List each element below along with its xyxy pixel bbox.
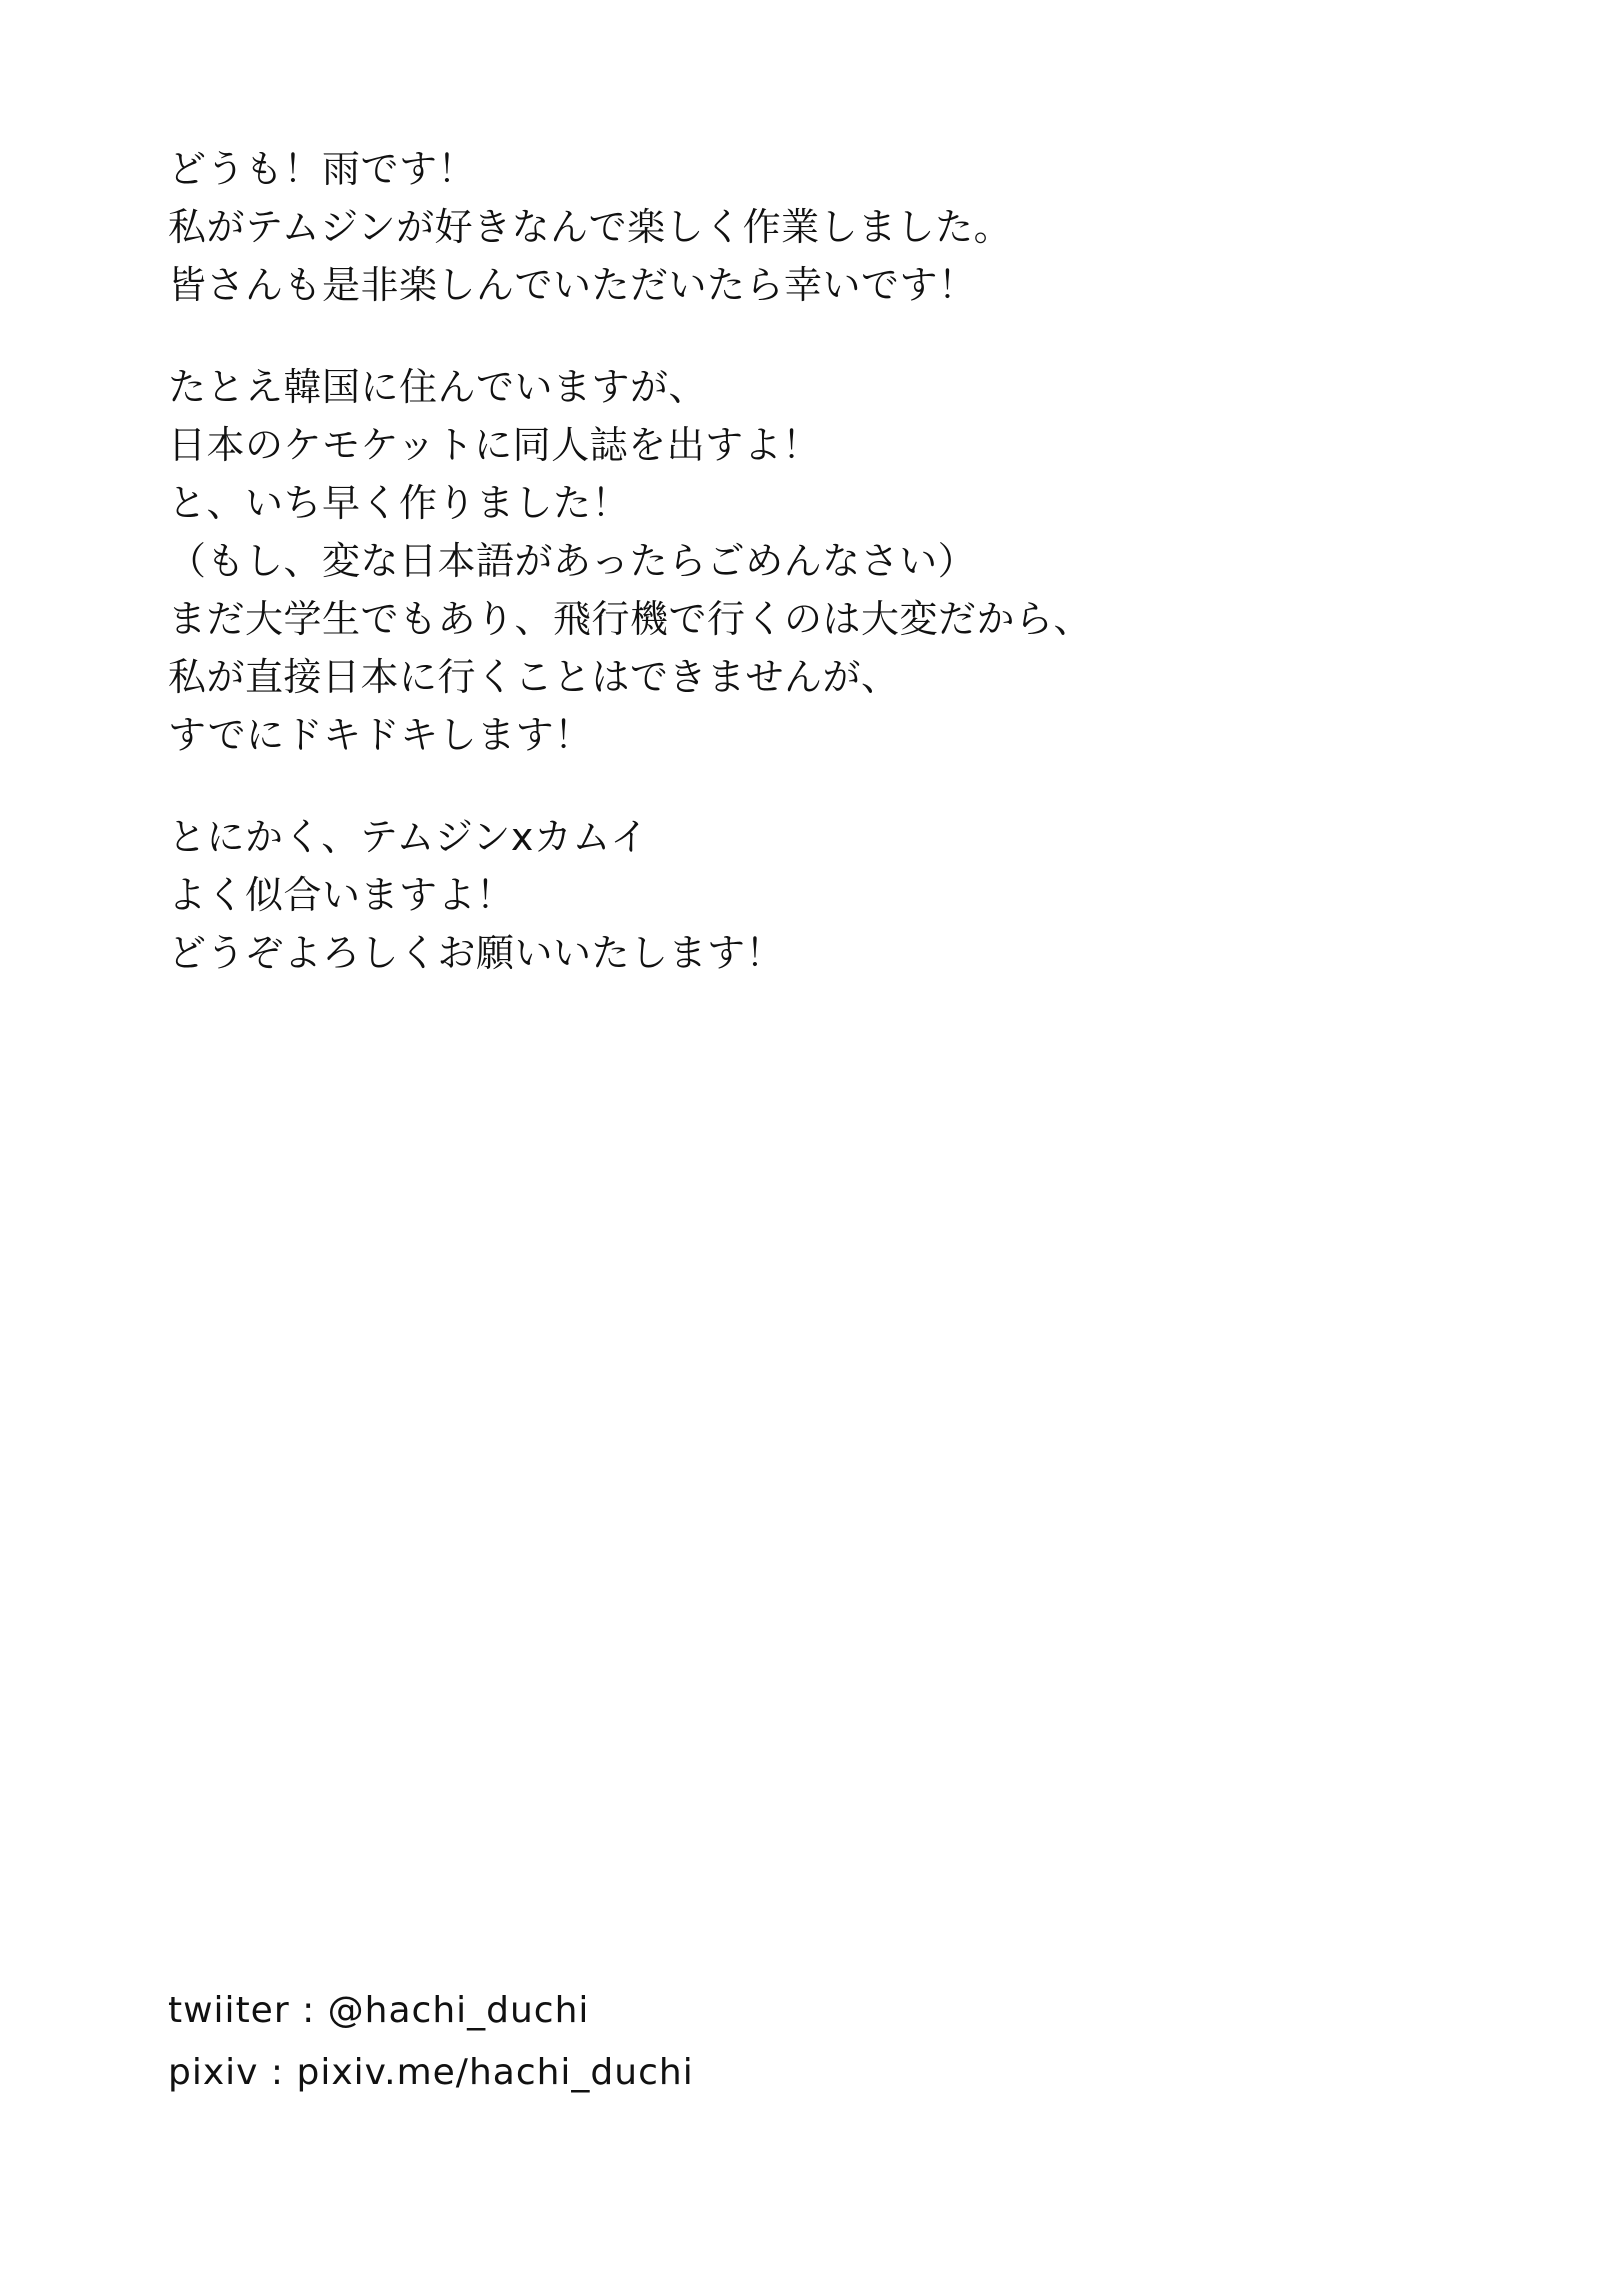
text-line: たとえ韓国に住んでいますが、 [168, 365, 708, 409]
text-line: まだ大学生でもあり、飛行機で行くのは大変だから、 [168, 597, 1093, 641]
paragraph-greeting [168, 140, 1428, 314]
text-line: どうぞよろしくお願いいたします！ [168, 931, 785, 975]
paragraph-closing [168, 808, 1428, 982]
paragraph-body [168, 358, 1428, 764]
contact-block [168, 1980, 1268, 2104]
text-line: よく似合いますよ！ [168, 873, 515, 917]
text-line: 私がテムジンが好きなんで楽しく作業しました。 [168, 205, 1013, 249]
text-line: 日本のケモケットに同人誌を出すよ！ [168, 423, 821, 467]
text-line: とにかく、テムジンxカムイ [168, 815, 649, 859]
text-line: 皆さんも是非楽しんでいただいたら幸いです！ [168, 263, 977, 307]
text-line: と、いち早く作りました！ [168, 481, 631, 525]
text-line: すでにドキドキします！ [168, 713, 593, 757]
twitter-handle: twiiter : @hachi_duchi [168, 1990, 590, 2031]
afterword-text-block [168, 140, 1428, 982]
text-line: 私が直接日本に行くことはできませんが、 [168, 655, 900, 699]
pixiv-link: pixiv : pixiv.me/hachi_duchi [168, 2052, 694, 2093]
text-line: （もし、変な日本語があったらごめんなさい） [168, 539, 977, 583]
text-line: どうも！雨です！ [168, 147, 477, 191]
